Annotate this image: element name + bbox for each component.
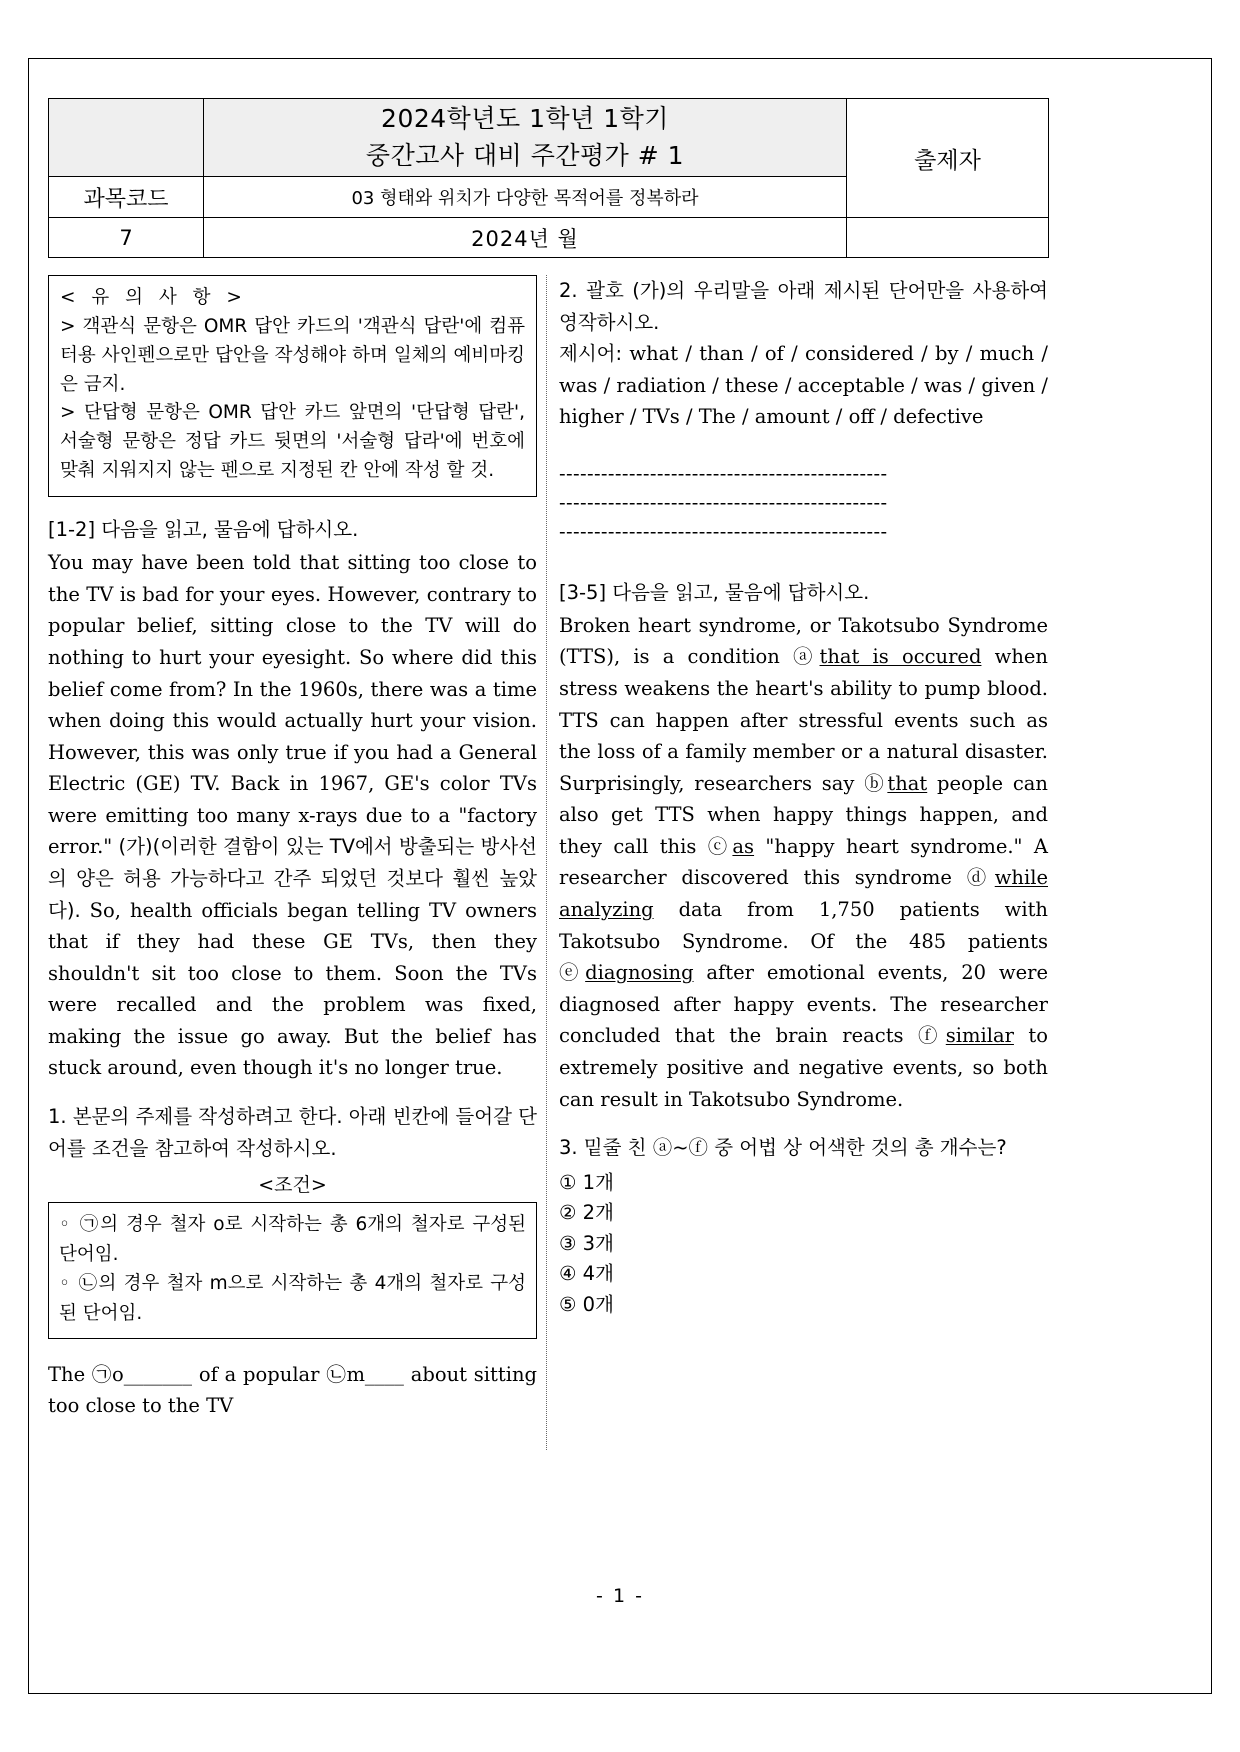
marker-ⓐ: ⓐ	[793, 645, 820, 669]
exam-title-cell	[204, 99, 847, 177]
marker-ⓔ: ⓔ	[559, 961, 586, 985]
passage-1-body	[48, 547, 537, 1084]
passage-1-korean-clause: (가)(이러한 결함이 있는 TV에서 방출되는 방사선의 양은 허용 가능하다고 간주 되었던 것보다 훨씬 높았다).	[48, 835, 538, 922]
blank-2-marker: ㉡	[326, 1362, 347, 1386]
wordbank-label: 제시어:	[559, 342, 630, 366]
blank-1-hint: o_______	[112, 1362, 193, 1386]
underlined-phrase: that	[887, 771, 928, 795]
header-row-code	[49, 218, 1049, 258]
exam-date-cell: 2024년 월	[204, 218, 847, 258]
condition-item-2: ◦ ㉡의 경우 철자 m으로 시작하는 총 4개의 철자로 구성된 단어임.	[59, 1273, 526, 1324]
marker-ⓒ: ⓒ	[707, 834, 733, 858]
marker-ⓕ: ⓕ	[918, 1024, 946, 1048]
question-1-prompt: 1. 본문의 주제를 작성하려고 한다. 아래 빈칸에 들어갈 단어를 조건을 참고하여 작성하시오.	[48, 1105, 537, 1160]
underlined-phrase: that is occured	[819, 645, 982, 669]
notice-line-1: > 객관식 문항은 OMR 답안 카드의 '객관식 답란'에 컴퓨터용 사인펜으로만 답안을 작성해야 하며 일체의 예비마킹은 금지.	[60, 315, 525, 395]
answer-dash-line[interactable]: -----------------------------------------------	[559, 491, 888, 515]
notice-heading: < 유 의 사 항 >	[60, 287, 247, 308]
answer-suffix: about sitting too close to the TV	[48, 1362, 537, 1418]
passage-2-text: data from 1,750 patients with Takotsubo Syndrome. Of the 485 patients	[559, 898, 1048, 953]
passage-1-part-1: You may have been told that sitting too close to the TV is bad for your eyes. However, contrary to popular belief, sitting close to the TV will do nothing to hurt your eyesight. So where did this belief come from? In the 1960s, there was a time when doing this would actually hurt your vision. However, this was only true if you had a General Electric (GE) TV. Back in 1967, GE's color TVs were emitting too many x-rays due to a "factory error."	[48, 551, 537, 859]
answer-middle: of a popular	[192, 1362, 327, 1386]
wordbank-words: what / than / of / considered / by / much / was / radiation / these / acceptable / was / given / higher / TVs / The / amount / off / defective	[559, 342, 1049, 429]
passage-1-part-2: So, health officials began telling TV owners that if they had these GE TVs, then they shouldn't sit too close to them. Soon the TVs were recalled and the problem was fixed, making the issue go away. But the belief has stuck around, even though it's no longer true.	[48, 898, 537, 1080]
maker-label-cell: 출제자	[847, 99, 1049, 218]
question-2-prompt: 2. 괄호 (가)의 우리말을 아래 제시된 단어만을 사용하여 영작하시오.	[559, 279, 1048, 334]
passage-2-instruction: [3-5] 다음을 읽고, 물음에 답하시오.	[559, 580, 870, 604]
underlined-phrase: while analyzing	[559, 866, 1048, 922]
condition-title: <조건>	[258, 1174, 327, 1197]
passage-2-text: to extremely positive and negative events, so both can result in Takotsubo Syndrome.	[559, 1024, 1048, 1111]
passage-2-text: after emotional events, 20 were diagnosed after happy events. The researcher concluded that the brain reacts	[559, 961, 1048, 1048]
header-blank-cell	[49, 99, 204, 177]
answer-dash-line[interactable]: -----------------------------------------------	[559, 520, 888, 544]
exam-title-line1: 2024학년도 1학년 1학기	[381, 104, 669, 134]
underlined-phrase: similar	[945, 1024, 1014, 1048]
marker-ⓓ: ⓓ	[966, 866, 995, 890]
question-3-prompt: 3. 밑줄 친 ⓐ~ⓕ 중 어법 상 어색한 것의 총 개수는?	[559, 1136, 1007, 1160]
passage-2-text: "happy heart syndrome." A researcher discovered this syndrome	[559, 834, 1048, 890]
underlined-phrase: diagnosing	[585, 961, 694, 985]
passage-1-instruction: [1-2] 다음을 읽고, 물음에 답하시오.	[48, 518, 359, 542]
right-column	[559, 275, 1048, 1321]
passage-2-text: people can also get TTS when happy things happen, and they call this	[559, 771, 1048, 858]
maker-value-cell	[847, 218, 1049, 258]
question-1-answer-line[interactable]	[48, 1359, 537, 1422]
answer-dash-line[interactable]: -----------------------------------------------	[559, 461, 888, 485]
underlined-phrase: as	[732, 834, 755, 858]
subject-title-cell: 03 형태와 위치가 다양한 목적어를 정복하라	[204, 177, 847, 218]
blank-2-hint: m____	[346, 1362, 404, 1386]
page-number: - 1 -	[596, 1585, 644, 1607]
question-2-wordbank	[559, 338, 1048, 433]
choice-4[interactable]: ④ 4개	[559, 1262, 614, 1286]
question-2-answer-lines[interactable]	[559, 459, 1048, 547]
condition-box	[48, 1202, 537, 1338]
choice-2[interactable]: ② 2개	[559, 1201, 614, 1225]
exam-title-line2: 중간고사 대비 주간평가 # 1	[365, 140, 685, 170]
subject-code-label: 과목코드	[49, 177, 204, 218]
choice-5[interactable]: ⑤ 0개	[559, 1293, 614, 1317]
marker-ⓑ: ⓑ	[864, 771, 888, 795]
condition-item-1: ◦ ㉠의 경우 철자 o로 시작하는 총 6개의 철자로 구성된 단어임.	[59, 1214, 526, 1265]
body-columns	[48, 275, 1048, 1475]
column-divider	[546, 275, 547, 1450]
subject-code-value: 7	[49, 218, 204, 258]
passage-2-body	[559, 610, 1048, 1115]
left-column	[48, 275, 537, 1422]
choice-1[interactable]: ① 1개	[559, 1170, 614, 1194]
passage-2-text: Broken heart syndrome, or Takotsubo Syndrome (TTS), is a condition	[559, 613, 1048, 669]
notice-box	[48, 275, 537, 497]
question-3-choices[interactable]	[559, 1168, 1048, 1321]
answer-prefix: The	[48, 1362, 92, 1386]
notice-line-2: > 단답형 문항은 OMR 답안 카드 앞면의 '단답형 답란', 서술형 문항은 정답 카드 뒷면의 '서술형 답라'에 번호에 맞춰 지워지지 않는 펜으로 지정된 칸 안에 작성 할 것.	[60, 402, 525, 482]
header-row-title	[49, 99, 1049, 177]
choice-3[interactable]: ③ 3개	[559, 1231, 614, 1255]
passage-2-text: when stress weakens the heart's ability to pump blood. TTS can happen after stressful events such as the loss of a family member or a natural disaster. Surprisingly, researchers say	[559, 645, 1048, 795]
blank-1-marker: ㉠	[91, 1362, 113, 1386]
exam-header-table	[48, 98, 1049, 258]
